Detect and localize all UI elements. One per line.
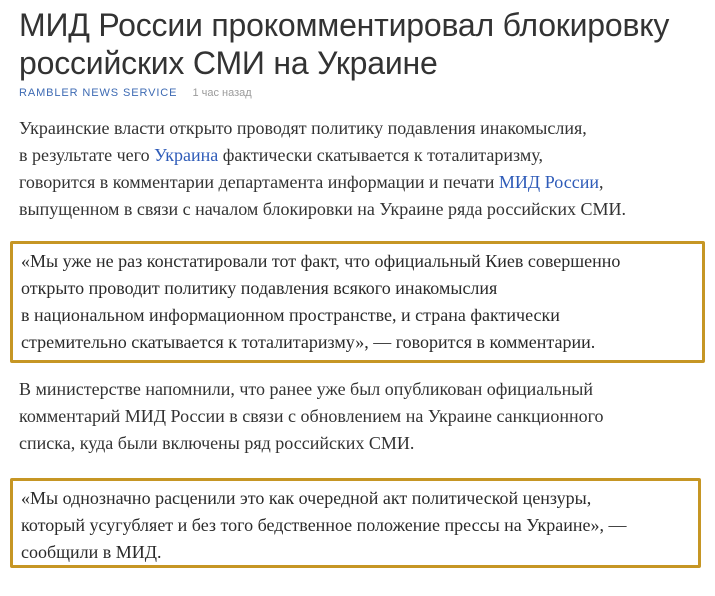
- link-mfa-russia[interactable]: МИД России: [498, 172, 599, 192]
- text-fragment: ,: [598, 172, 604, 192]
- quote-line: который усугубляет и без того бедственное положение прессы на Украине», —: [21, 515, 627, 535]
- text-line: списка, куда были включены ряд российских СМИ.: [19, 433, 415, 453]
- paragraph-intro: [19, 115, 709, 223]
- highlighted-quote-1: [10, 241, 705, 363]
- text-line: комментарий МИД России в связи с обновлением на Украине санкционного: [19, 406, 604, 426]
- article-meta: [19, 86, 252, 100]
- quote-line: стремительно скатывается к тоталитаризму», — говорится в комментарии.: [21, 332, 596, 352]
- publish-time: 1 час назад: [192, 87, 252, 99]
- text-line: Украинские власти открыто проводят политику подавления инакомыслия,: [19, 118, 587, 138]
- source-link[interactable]: RAMBLER NEWS SERVICE: [19, 87, 178, 99]
- highlighted-quote-2: [10, 478, 701, 568]
- text-line: выпущенном в связи с началом блокировки на Украине ряда российских СМИ.: [19, 199, 626, 219]
- text-line: В министерстве напомнили, что ранее уже был опубликован официальный: [19, 379, 593, 399]
- text-line: [19, 142, 709, 169]
- quote-line: открыто проводит политику подавления всякого инакомыслия: [21, 278, 498, 298]
- text-fragment: говорится в комментарии департамента информации и печати: [19, 172, 499, 192]
- quote-line: «Мы уже не раз констатировали тот факт, что официальный Киев совершенно: [21, 251, 621, 271]
- quote-line: «Мы однозначно расценили это как очередной акт политической цензуры,: [21, 488, 592, 508]
- paragraph-ministry: [19, 376, 709, 457]
- text-fragment: в результате чего: [19, 145, 155, 165]
- quote-line: сообщили в МИД.: [21, 542, 162, 562]
- text-fragment: фактически скатывается к тоталитаризму,: [218, 145, 543, 165]
- link-ukraine[interactable]: Украина: [154, 145, 219, 165]
- quote-line: в национальном информационном пространстве, и страна фактически: [21, 305, 560, 325]
- text-line: [19, 169, 709, 196]
- article-title: МИД России прокомментировал блокировку российских СМИ на Украине: [19, 7, 670, 81]
